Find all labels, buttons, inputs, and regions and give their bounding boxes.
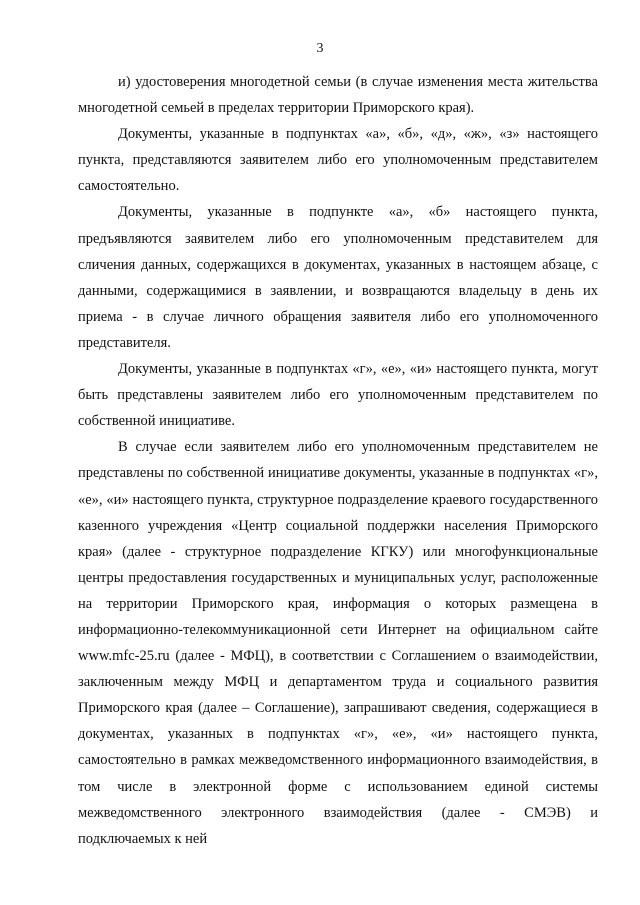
page-number: 3 xyxy=(316,41,324,56)
paragraph-documents-self-submitted: Документы, указанные в подпунктах «а», «б», «д», «ж», «з» настоящего пункта, представляются заявителем либо его уполномоченным представителем самостоятельно. xyxy=(78,126,598,195)
paragraph-documents-presented: Документы, указанные в подпункте «а», «б» настоящего пункта, предъявляются заявителем либо его уполномоченным представителем для сличения данных, содержащихся в документах, указанных в настоящем абзаце, с данными, содержащимися в заявлении, и возвращаются владельцу в день их приема - в случае личного обращения заявителя либо его уполномоченного представителя. xyxy=(78,204,598,351)
paragraph-interagency-request: В случае если заявителем либо его уполномоченным представителем не представлены по собственной инициативе документы, указанные в подпунктах «г», «е», «и» настоящего пункта, структурное подразделение краевого государственного казенного учреждения «Центр социальной поддержки населения Приморского края» (далее - структурное подразделение КГКУ) или многофункциональные центры предоставления государственных и муниципальных услуг, расположенные на территории Приморского края, информация о которых размещена в информационно-телекоммуникационной сети Интернет на официальном сайте www.mfc-25.ru (далее - МФЦ), в соответствии с Соглашением о взаимодействии, заключенным между МФЦ и департаментом труда и социального развития Приморского края (далее – Соглашение), запрашивают сведения, содержащиеся в документах, указанных в подпунктах «г», «е», «и» настоящего пункта, самостоятельно в рамках межведомственного информационного взаимодействия, в том числе в электронной форме с использованием единой системы межведомственного электронного взаимодействия (далее - СМЭВ) и подключаемых к ней xyxy=(78,439,598,847)
document-body xyxy=(78,69,598,852)
paragraph-item-i: и) удостоверения многодетной семьи (в случае изменения места жительства многодетной семьей в пределах территории Приморского края). xyxy=(78,74,598,117)
paragraph-documents-own-initiative: Документы, указанные в подпунктах «г», «е», «и» настоящего пункта, могут быть представлены заявителем либо его уполномоченным представителем по собственной инициативе. xyxy=(78,361,598,430)
